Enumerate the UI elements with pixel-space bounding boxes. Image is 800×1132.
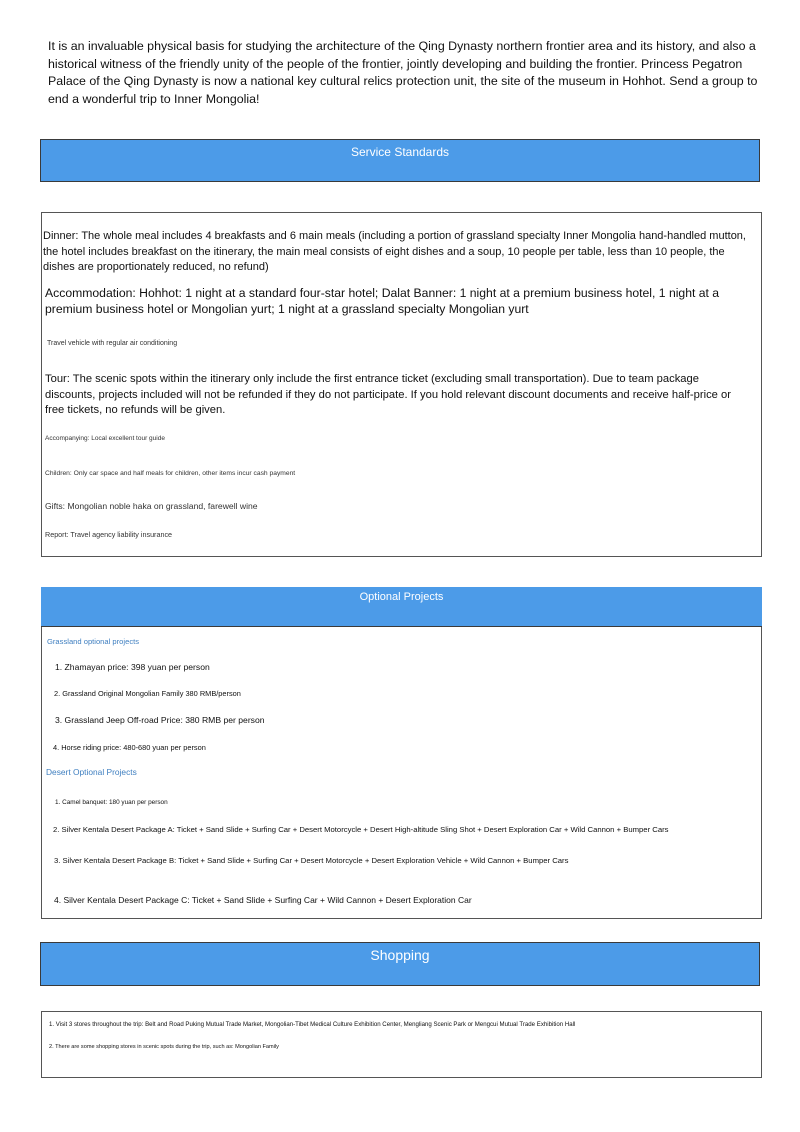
children-text: Children: Only car space and half meals for children, other items incur cash payment — [45, 470, 296, 477]
shopping-title: Shopping — [370, 947, 430, 963]
tour-text: Tour: The scenic spots within the itinerary only include the first entrance ticket (excluding small transportation). Due to team package discounts, projects included will not be refunded if they do not participate. If you hold relevant discount documents and receive half-price or free tickets, no refunds will be given. — [45, 373, 731, 416]
gifts-text: Gifts: Mongolian noble haka on grassland, farewell wine — [45, 501, 258, 511]
report-text: Report: Travel agency liability insurance — [45, 530, 173, 539]
service-standards-header — [40, 139, 760, 182]
service-standards-title: Service Standards — [350, 145, 450, 159]
grassland-item: 1. Zhamayan price: 398 yuan per person — [55, 662, 210, 672]
vehicle-text: Travel vehicle with regular air conditioning — [47, 340, 178, 347]
optional-projects-header — [41, 587, 762, 627]
service-standards-box — [41, 212, 762, 557]
shopping-header — [40, 942, 760, 986]
optional-projects-title: Optional Projects — [359, 591, 444, 603]
grassland-item: 3. Grassland Jeep Off-road Price: 380 RMB per person — [55, 715, 265, 725]
grassland-heading: Grassland optional projects — [47, 637, 140, 646]
accommodation-text: Accommodation: Hohhot: 1 night at a standard four-star hotel; Dalat Banner: 1 night at a premium business hotel, 1 night at a premium business hotel or Mongolian yurt; 1 night at a grassland specialty Mongolian yurt — [45, 286, 720, 316]
desert-item: 2. Silver Kentala Desert Package A: Ticket + Sand Slide + Surfing Car + Desert Motorcycle + Desert High-altitude Sling Shot + Desert Exploration Car + Wild Cannon + Bumper Cars — [53, 825, 669, 834]
dinner-text: Dinner: The whole meal includes 4 breakfasts and 6 main meals (including a portion of grassland specialty Inner Mongolia hand-handled mutton, the hotel includes breakfast on the itinerary, the main meal consists of eight dishes and a soup, 10 people per table, less than 10 people, the dishes are proportionately reduced, no refund) — [43, 230, 746, 273]
shopping-item: 1. Visit 3 stores throughout the trip: Belt and Road Puking Mutual Trade Market, Mongolian-Tibet Medical Culture Exhibition Center, Mengliang Scenic Park or Mengcui Mutual Trade Exhibition Hall — [49, 1021, 576, 1028]
accompanying-text: Accompanying: Local excellent tour guide — [45, 435, 165, 442]
intro-paragraph: It is an invaluable physical basis for studying the architecture of the Qing Dynasty northern frontier area and its history, and also a historical witness of the friendly unity of the people of the frontier, jointly developing and building the frontier. Princess Pegatron Palace of the Qing Dynasty is now a national key cultural relics protection unit, the site of the museum in Hohhot. Send a group to end a wonderful trip to Inner Mongolia! — [48, 39, 758, 106]
desert-item: 1. Camel banquet: 180 yuan per person — [55, 799, 168, 806]
grassland-item: 2. Grassland Original Mongolian Family 380 RMB/person — [54, 689, 241, 698]
grassland-item: 4. Horse riding price: 480-680 yuan per person — [53, 743, 206, 752]
shopping-item: 2. There are some shopping stores in scenic spots during the trip, such as: Mongolian Family — [49, 1044, 279, 1050]
optional-projects-box — [41, 587, 762, 919]
shopping-box — [41, 1011, 762, 1078]
desert-heading: Desert Optional Projects — [46, 767, 137, 777]
desert-item: 4. Silver Kentala Desert Package C: Ticket + Sand Slide + Surfing Car + Wild Cannon + Desert Exploration Car — [54, 895, 472, 905]
desert-item: 3. Silver Kentala Desert Package B: Ticket + Sand Slide + Surfing Car + Desert Motorcycle + Desert Exploration Vehicle + Wild Cannon + Bumper Cars — [54, 856, 569, 865]
